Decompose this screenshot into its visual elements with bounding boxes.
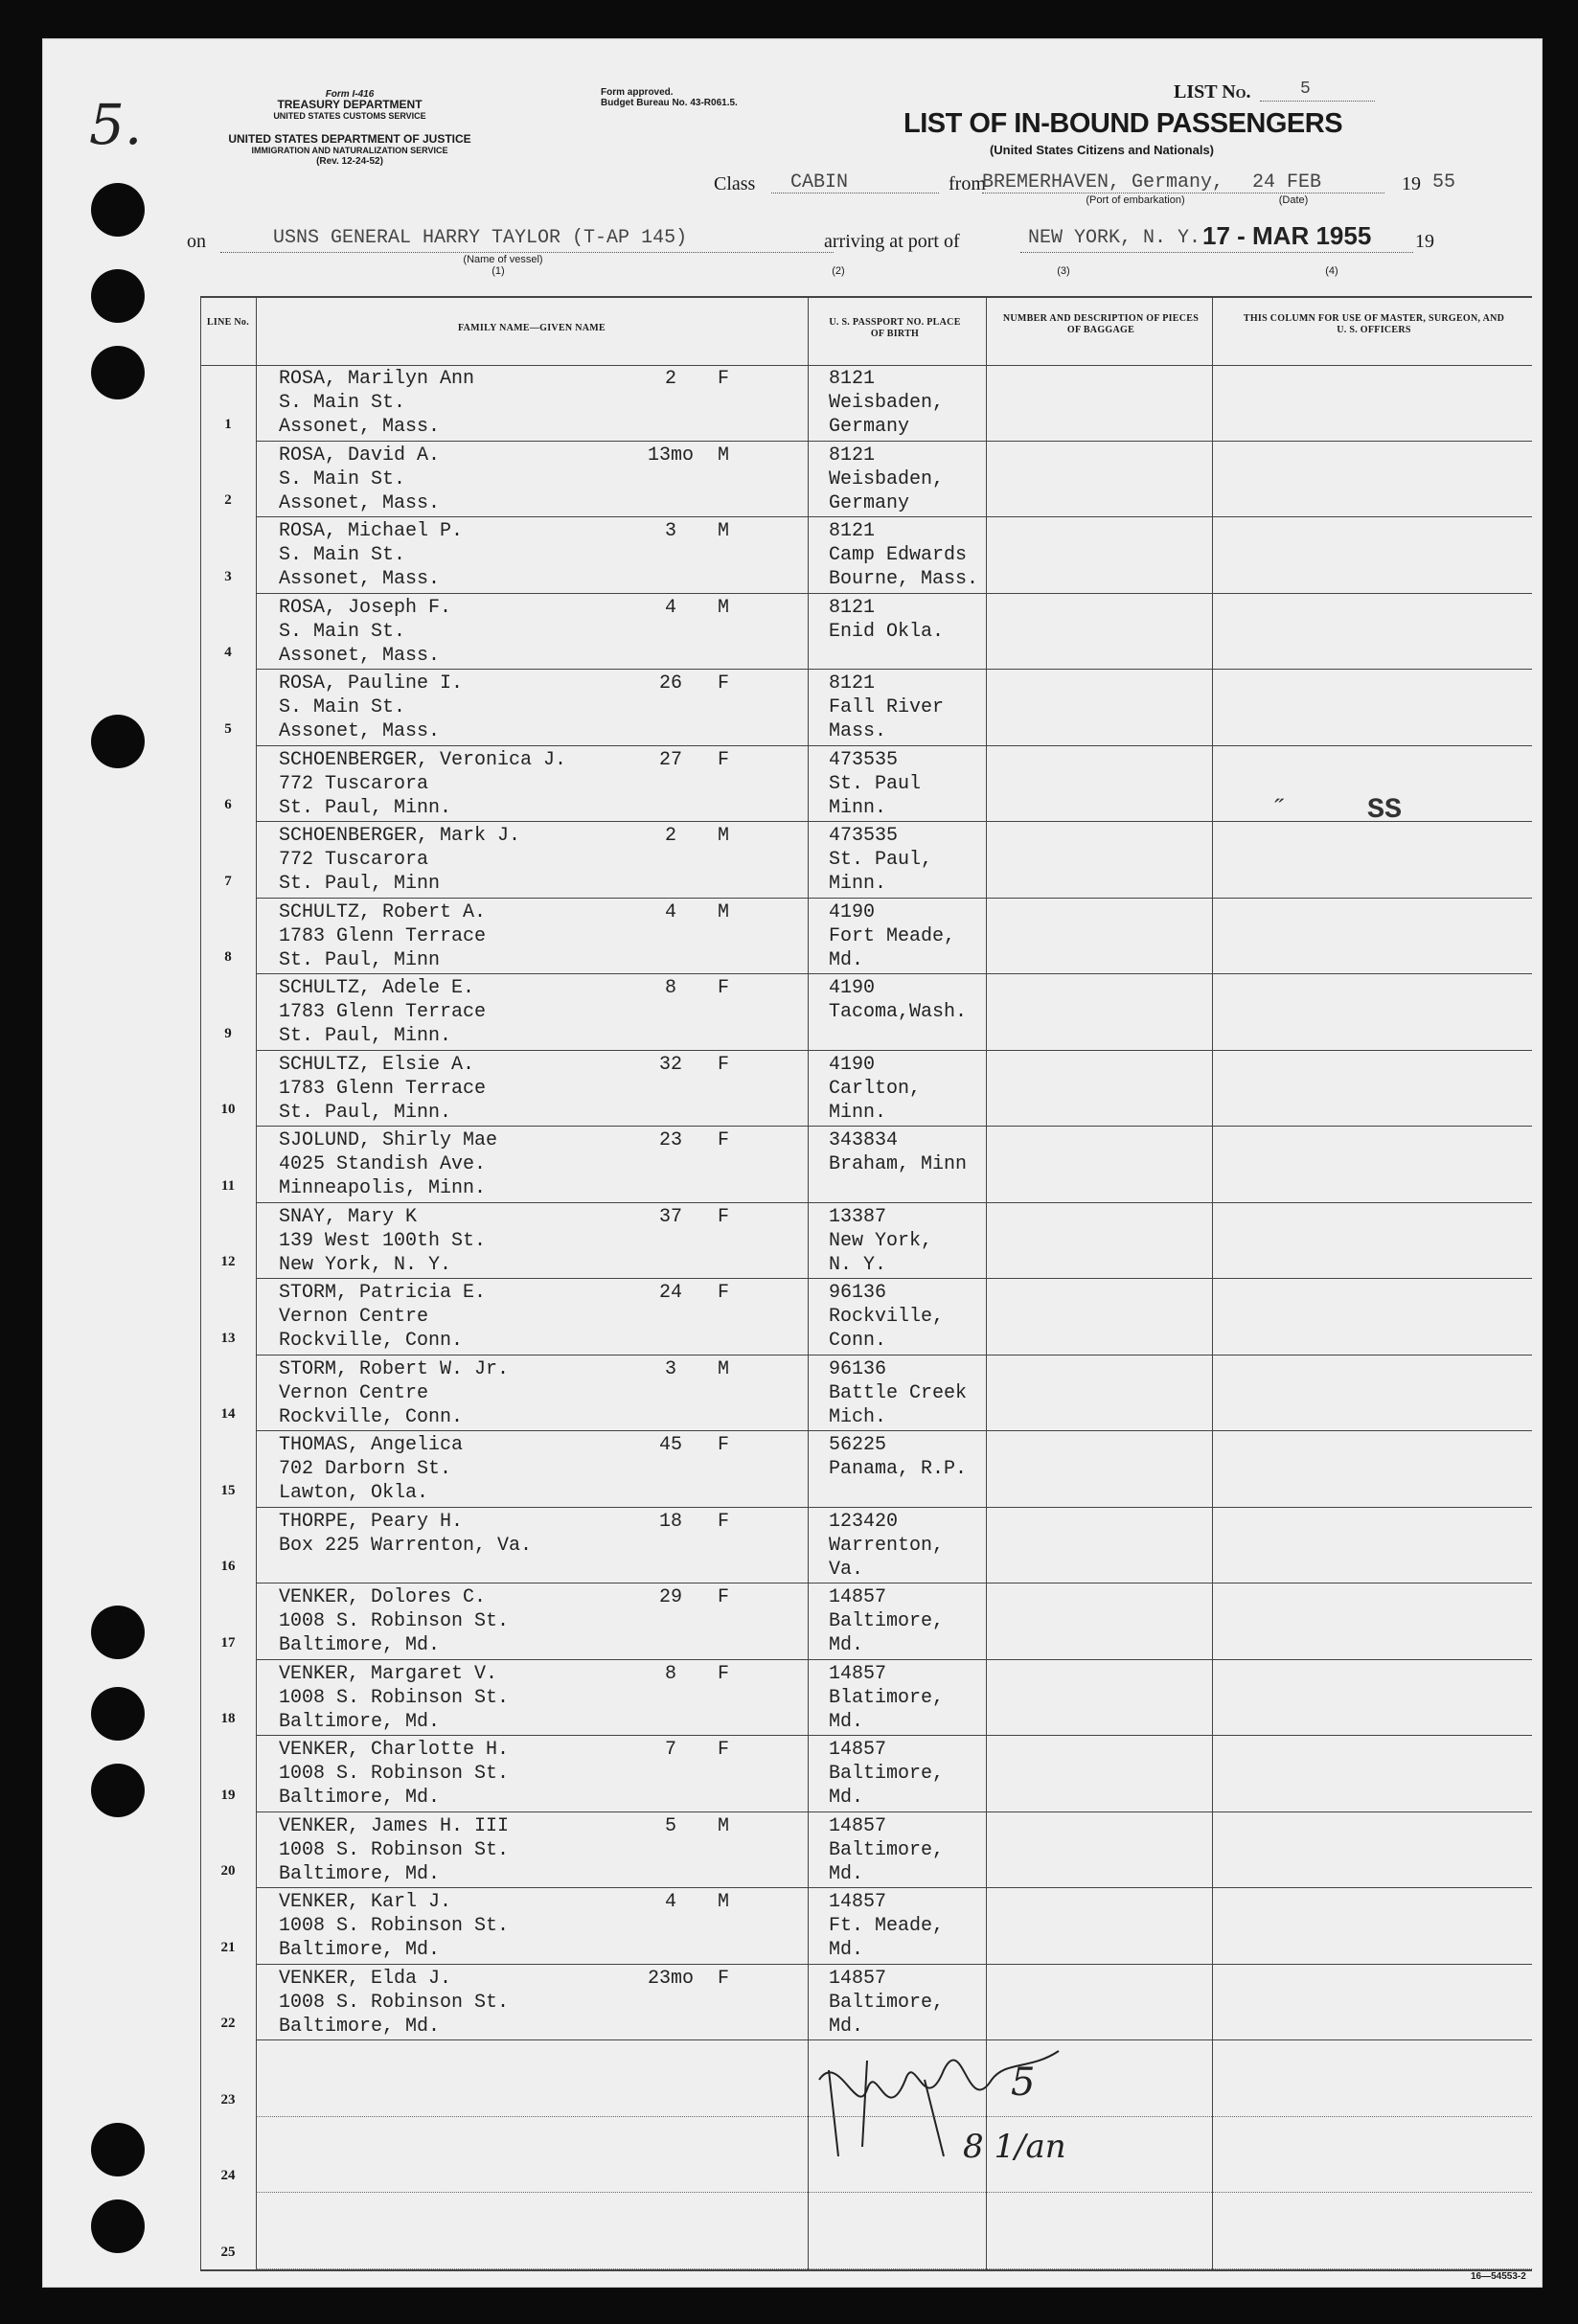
birth-place-line1: Blatimore, bbox=[829, 1686, 945, 1709]
column-header-name: FAMILY NAME—GIVEN NAME bbox=[457, 323, 606, 333]
passenger-address-street: 139 West 100th St. bbox=[279, 1229, 487, 1252]
arrival-date-stamp: 17 - MAR 1955 bbox=[1202, 221, 1372, 250]
birth-place-line2: Md. bbox=[829, 2015, 864, 2038]
birth-place-line2: Minn. bbox=[829, 796, 887, 819]
arrival-underline bbox=[1020, 252, 1413, 253]
table-row bbox=[200, 1660, 1532, 1737]
passenger-sex: F bbox=[718, 977, 730, 999]
passenger-age: 18 bbox=[658, 1510, 682, 1533]
signature-note: 8 1/an bbox=[963, 2128, 1066, 2166]
passenger-name: VENKER, Dolores C. bbox=[279, 1586, 487, 1608]
birth-place-line2: Md. bbox=[829, 1710, 864, 1733]
passenger-sex: F bbox=[718, 1129, 730, 1151]
passenger-address-city: Baltimore, Md. bbox=[279, 1787, 441, 1809]
birth-place-line1: Panama, R.P. bbox=[829, 1458, 968, 1480]
passenger-sex: F bbox=[718, 1739, 730, 1761]
class-value: CABIN bbox=[790, 171, 849, 194]
line-number: 12 bbox=[220, 1254, 236, 1269]
passenger-address-street: 702 Darborn St. bbox=[279, 1458, 452, 1480]
passenger-name: SNAY, Mary K bbox=[279, 1205, 418, 1228]
birth-place-line2: Md. bbox=[829, 1939, 864, 1961]
passenger-sex: M bbox=[718, 1814, 730, 1837]
customs-service: UNITED STATES CUSTOMS SERVICE bbox=[273, 111, 426, 121]
passenger-address-city: New York, N. Y. bbox=[279, 1253, 452, 1276]
line-number: 17 bbox=[220, 1634, 236, 1651]
passenger-address-city: Lawton, Okla. bbox=[279, 1482, 429, 1504]
line-number: 24 bbox=[220, 2168, 236, 2183]
column-header-officers: THIS COLUMN FOR USE OF MASTER, SURGEON, AND U. S. OFFICERS bbox=[1243, 313, 1505, 335]
passenger-address-street: Box 225 Warrenton, Va. bbox=[279, 1534, 533, 1557]
line-number: 6 bbox=[224, 797, 232, 812]
passenger-address-street: Vernon Centre bbox=[279, 1381, 429, 1404]
passport-number: 14857 bbox=[829, 1662, 887, 1685]
table-top-border bbox=[200, 296, 1532, 298]
date-caption: (Date) bbox=[1278, 194, 1309, 206]
passenger-address-street: S. Main St. bbox=[279, 696, 406, 718]
passenger-age: 45 bbox=[658, 1434, 682, 1456]
passenger-table bbox=[200, 296, 1532, 2269]
from-label: from bbox=[949, 173, 986, 194]
table-row bbox=[200, 822, 1532, 899]
justice-dept: UNITED STATES DEPARTMENT OF JUSTICE bbox=[228, 132, 471, 146]
passenger-address-city: Baltimore, Md. bbox=[279, 2015, 441, 2038]
line-number: 3 bbox=[224, 568, 232, 584]
row-divider bbox=[256, 2268, 1532, 2269]
birth-place-line1: Enid Okla. bbox=[829, 620, 945, 643]
birth-place-line1: Ft. Meade, bbox=[829, 1915, 945, 1937]
signature-mark bbox=[800, 2013, 1087, 2204]
passport-number: 14857 bbox=[829, 1739, 887, 1761]
passenger-age: 13mo bbox=[647, 444, 694, 467]
line-number: 9 bbox=[224, 1025, 232, 1041]
passenger-address-street: S. Main St. bbox=[279, 620, 406, 643]
passenger-name: ROSA, Joseph F. bbox=[279, 596, 452, 619]
passenger-sex: F bbox=[718, 1967, 730, 1990]
line-number: 23 bbox=[220, 2091, 236, 2108]
birth-place-line1: Fort Meade, bbox=[829, 924, 956, 947]
table-row bbox=[200, 1812, 1532, 1889]
passenger-address-street: 772 Tuscarora bbox=[279, 849, 429, 871]
table-row bbox=[200, 517, 1532, 594]
table-row bbox=[200, 1279, 1532, 1356]
passenger-address-street: 772 Tuscarora bbox=[279, 772, 429, 795]
birth-place-line2: Bourne, Mass. bbox=[829, 568, 979, 590]
vessel-caption: (Name of vessel) bbox=[463, 254, 543, 265]
birth-place-line1: Baltimore, bbox=[829, 1991, 945, 2014]
embarkation-date: 24 FEB bbox=[1252, 171, 1322, 194]
on-label: on bbox=[187, 231, 206, 252]
passenger-sex: F bbox=[718, 1510, 730, 1533]
passenger-sex: F bbox=[718, 1205, 730, 1228]
passenger-name: ROSA, Pauline I. bbox=[279, 672, 464, 695]
birth-place-line1: Fall River bbox=[829, 696, 945, 718]
birth-place-line1: St. Paul, bbox=[829, 849, 933, 871]
passenger-sex: F bbox=[718, 1434, 730, 1456]
punch-hole bbox=[91, 183, 145, 237]
passenger-age: 24 bbox=[658, 1282, 682, 1304]
form-number: Form I-416 bbox=[325, 89, 375, 100]
passenger-sex: M bbox=[718, 900, 730, 923]
passport-number: 8121 bbox=[829, 444, 876, 467]
manifest-page bbox=[42, 38, 1543, 2288]
passenger-name: SCHOENBERGER, Mark J. bbox=[279, 825, 521, 847]
caption-1: (1) bbox=[492, 265, 505, 277]
table-row bbox=[200, 746, 1532, 823]
table-row bbox=[200, 1127, 1532, 1203]
passenger-age: 27 bbox=[658, 748, 682, 771]
embarkation-port: BREMERHAVEN, Germany, bbox=[982, 171, 1224, 194]
passenger-sex: F bbox=[718, 368, 730, 390]
passenger-sex: M bbox=[718, 825, 730, 847]
table-row bbox=[200, 899, 1532, 975]
passenger-name: VENKER, Margaret V. bbox=[279, 1662, 498, 1685]
from-underline bbox=[982, 193, 1384, 194]
passenger-name: SCHULTZ, Adele E. bbox=[279, 977, 475, 999]
passenger-age: 23mo bbox=[647, 1967, 694, 1990]
passenger-name: SCHULTZ, Elsie A. bbox=[279, 1053, 475, 1076]
passport-number: 14857 bbox=[829, 1586, 887, 1608]
passenger-address-city: St. Paul, Minn bbox=[279, 948, 441, 971]
passenger-address-street: 4025 Standish Ave. bbox=[279, 1153, 487, 1175]
passenger-name: STORM, Patricia E. bbox=[279, 1282, 487, 1304]
table-bottom-border bbox=[200, 2269, 1532, 2271]
passenger-sex: M bbox=[718, 1357, 730, 1380]
treasury-dept: TREASURY DEPARTMENT bbox=[277, 98, 423, 111]
passport-number: 4190 bbox=[829, 1053, 876, 1076]
passenger-sex: F bbox=[718, 1282, 730, 1304]
passport-number: 4190 bbox=[829, 900, 876, 923]
birth-place-line1: Rockville, bbox=[829, 1306, 945, 1328]
page-subtitle: (United States Citizens and Nationals) bbox=[989, 143, 1215, 157]
passenger-address-city: Assonet, Mass. bbox=[279, 720, 441, 742]
passenger-address-city: Baltimore, Md. bbox=[279, 1634, 441, 1656]
line-number: 16 bbox=[220, 1559, 236, 1574]
passenger-sex: M bbox=[718, 520, 730, 542]
line-number: 22 bbox=[220, 2016, 236, 2031]
birth-place-line2: Va. bbox=[829, 1558, 864, 1581]
passenger-address-street: 1008 S. Robinson St. bbox=[279, 1838, 510, 1861]
punch-hole bbox=[91, 715, 145, 768]
passenger-address-street: 1008 S. Robinson St. bbox=[279, 1991, 510, 2014]
passenger-age: 26 bbox=[658, 672, 682, 695]
passport-number: 96136 bbox=[829, 1282, 887, 1304]
birth-place-line2: Germany bbox=[829, 416, 910, 438]
passport-number: 343834 bbox=[829, 1129, 899, 1151]
year-prefix: 19 bbox=[1402, 173, 1421, 194]
manifest-sheet bbox=[43, 39, 1542, 2287]
passenger-name: ROSA, Marilyn Ann bbox=[279, 368, 475, 390]
passenger-address-city: St. Paul, Minn bbox=[279, 873, 441, 895]
birth-place-line1: Carlton, bbox=[829, 1077, 922, 1100]
passport-number: 473535 bbox=[829, 825, 899, 847]
line-number: 21 bbox=[220, 1939, 236, 1955]
table-row bbox=[200, 670, 1532, 746]
passenger-age: 5 bbox=[664, 1814, 676, 1837]
punch-hole bbox=[91, 2123, 145, 2176]
line-number: 18 bbox=[220, 1711, 236, 1726]
passenger-sex: F bbox=[718, 672, 730, 695]
passenger-name: VENKER, Elda J. bbox=[279, 1967, 452, 1990]
punch-hole bbox=[91, 269, 145, 323]
birth-place-line1: New York, bbox=[829, 1229, 933, 1252]
line-number: 2 bbox=[224, 492, 232, 508]
passenger-name: THORPE, Peary H. bbox=[279, 1510, 464, 1533]
passenger-address-street: 1008 S. Robinson St. bbox=[279, 1763, 510, 1785]
passport-number: 14857 bbox=[829, 1891, 887, 1913]
passenger-address-city: Assonet, Mass. bbox=[279, 491, 441, 514]
passport-number: 14857 bbox=[829, 1967, 887, 1990]
table-body bbox=[200, 365, 1532, 2269]
list-number: 5 bbox=[1300, 80, 1311, 99]
passenger-name: SJOLUND, Shirly Mae bbox=[279, 1129, 498, 1151]
column-header-baggage: NUMBER AND DESCRIPTION OF PIECES OF BAGGAGE bbox=[1002, 313, 1200, 335]
line-number: 20 bbox=[220, 1863, 236, 1879]
passenger-address-street: 1008 S. Robinson St. bbox=[279, 1610, 510, 1632]
passenger-age: 8 bbox=[664, 1662, 676, 1685]
passenger-address-city: Assonet, Mass. bbox=[279, 644, 441, 667]
line-number: 15 bbox=[220, 1482, 236, 1498]
embarkation-caption: (Port of embarkation) bbox=[1086, 194, 1185, 206]
passenger-age: 37 bbox=[658, 1205, 682, 1228]
passenger-name: ROSA, David A. bbox=[279, 444, 441, 467]
birth-place-line2: Mass. bbox=[829, 720, 887, 742]
passenger-address-city: Rockville, Conn. bbox=[279, 1330, 464, 1352]
passport-number: 8121 bbox=[829, 520, 876, 542]
passport-number: 14857 bbox=[829, 1814, 887, 1837]
passenger-address-city: Rockville, Conn. bbox=[279, 1405, 464, 1428]
page-title: LIST OF IN-BOUND PASSENGERS bbox=[903, 108, 1343, 139]
passenger-address-street: S. Main St. bbox=[279, 392, 406, 414]
column-header-line: LINE No. bbox=[206, 317, 250, 328]
passport-number: 473535 bbox=[829, 748, 899, 771]
passenger-sex: F bbox=[718, 1662, 730, 1685]
table-row bbox=[200, 1203, 1532, 1280]
passport-number: 96136 bbox=[829, 1357, 887, 1380]
passenger-address-street: 1783 Glenn Terrace bbox=[279, 1077, 487, 1100]
line-number: 13 bbox=[220, 1330, 236, 1346]
line-number: 7 bbox=[224, 873, 232, 889]
passenger-name: THOMAS, Angelica bbox=[279, 1434, 464, 1456]
birth-place-line2: Md. bbox=[829, 1634, 864, 1656]
punch-hole bbox=[91, 346, 145, 399]
line-number: 10 bbox=[220, 1102, 236, 1117]
birth-place-line2: Md. bbox=[829, 948, 864, 971]
passenger-name: VENKER, Karl J. bbox=[279, 1891, 452, 1913]
passenger-address-street: S. Main St. bbox=[279, 544, 406, 566]
birth-place-line2: Conn. bbox=[829, 1330, 887, 1352]
birth-place-line1: Baltimore, bbox=[829, 1763, 945, 1785]
class-underline bbox=[771, 193, 939, 194]
passenger-age: 23 bbox=[658, 1129, 682, 1151]
caption-2: (2) bbox=[832, 265, 845, 277]
passport-number: 13387 bbox=[829, 1205, 887, 1228]
class-label: Class bbox=[714, 173, 756, 194]
vessel-underline bbox=[220, 252, 834, 253]
passenger-sex: M bbox=[718, 596, 730, 619]
table-row bbox=[200, 1736, 1532, 1812]
passenger-sex: F bbox=[718, 748, 730, 771]
table-row bbox=[200, 1508, 1532, 1584]
passport-number: 8121 bbox=[829, 596, 876, 619]
arrival-port: NEW YORK, N. Y. bbox=[1028, 227, 1201, 249]
officer-mark: SS bbox=[1367, 794, 1403, 827]
form-revision: (Rev. 12-24-52) bbox=[316, 156, 383, 167]
table-row bbox=[200, 365, 1532, 442]
birth-place-line2: Mich. bbox=[829, 1405, 887, 1428]
punch-hole bbox=[91, 2199, 145, 2253]
vessel-name: USNS GENERAL HARRY TAYLOR (T-AP 145) bbox=[273, 227, 688, 249]
punch-hole bbox=[91, 1606, 145, 1659]
table-row bbox=[200, 1051, 1532, 1128]
birth-place-line1: Battle Creek bbox=[829, 1381, 968, 1404]
passenger-age: 4 bbox=[664, 900, 676, 923]
birth-place-line1: Warrenton, bbox=[829, 1534, 945, 1557]
line-number: 11 bbox=[220, 1177, 236, 1194]
table-row bbox=[200, 1888, 1532, 1965]
birth-place-line1: Baltimore, bbox=[829, 1838, 945, 1861]
punch-hole bbox=[91, 1687, 145, 1741]
signature-number: 5 bbox=[1011, 2061, 1036, 2105]
passenger-age: 32 bbox=[658, 1053, 682, 1076]
year-value: 55 bbox=[1432, 171, 1456, 194]
officer-check: ˝ bbox=[1274, 794, 1283, 823]
passport-number: 8121 bbox=[829, 672, 876, 695]
list-label: LIST No. bbox=[1174, 81, 1251, 103]
birth-place-line2: Minn. bbox=[829, 873, 887, 895]
budget-bureau: Budget Bureau No. 43-R061.5. bbox=[601, 98, 738, 108]
passenger-address-city: Assonet, Mass. bbox=[279, 568, 441, 590]
passenger-address-street: S. Main St. bbox=[279, 467, 406, 490]
passenger-name: VENKER, Charlotte H. bbox=[279, 1739, 510, 1761]
list-number-underline bbox=[1260, 101, 1375, 102]
passenger-age: 4 bbox=[664, 1891, 676, 1913]
passenger-address-street: 1008 S. Robinson St. bbox=[279, 1686, 510, 1709]
passenger-age: 29 bbox=[658, 1586, 682, 1608]
caption-4: (4) bbox=[1325, 265, 1338, 277]
birth-place-line1: Tacoma,Wash. bbox=[829, 1001, 968, 1023]
passenger-name: SCHULTZ, Robert A. bbox=[279, 900, 487, 923]
passenger-address-city: Minneapolis, Minn. bbox=[279, 1177, 487, 1199]
passenger-name: SCHOENBERGER, Veronica J. bbox=[279, 748, 567, 771]
birth-place-line2: Minn. bbox=[829, 1101, 887, 1124]
birth-place-line1: Camp Edwards bbox=[829, 544, 968, 566]
passenger-age: 3 bbox=[664, 520, 676, 542]
punch-hole bbox=[91, 1764, 145, 1817]
caption-3: (3) bbox=[1057, 265, 1070, 277]
passenger-address-city: St. Paul, Minn. bbox=[279, 1101, 452, 1124]
passenger-address-street: 1783 Glenn Terrace bbox=[279, 924, 487, 947]
birth-place-line2: N. Y. bbox=[829, 1253, 887, 1276]
birth-place-line1: St. Paul bbox=[829, 772, 922, 795]
birth-place-line2: Md. bbox=[829, 1862, 864, 1885]
year-suffix: 19 bbox=[1415, 231, 1434, 252]
table-row bbox=[200, 974, 1532, 1051]
passenger-name: ROSA, Michael P. bbox=[279, 520, 464, 542]
birth-place-line1: Weisbaden, bbox=[829, 392, 945, 414]
passenger-address-street: 1008 S. Robinson St. bbox=[279, 1915, 510, 1937]
passenger-address-street: Vernon Centre bbox=[279, 1306, 429, 1328]
table-row bbox=[200, 1584, 1532, 1660]
table-row bbox=[200, 1431, 1532, 1508]
footer-code: 16—54553-2 bbox=[1471, 2271, 1526, 2282]
line-number: 25 bbox=[220, 2244, 236, 2260]
birth-place-line1: Baltimore, bbox=[829, 1610, 945, 1632]
passenger-age: 2 bbox=[664, 825, 676, 847]
passenger-address-city: St. Paul, Minn. bbox=[279, 1025, 452, 1047]
passenger-name: VENKER, James H. III bbox=[279, 1814, 510, 1837]
ins-service: IMMIGRATION AND NATURALIZATION SERVICE bbox=[251, 146, 448, 155]
arriving-label: arriving at port of bbox=[824, 231, 960, 252]
passport-number: 8121 bbox=[829, 368, 876, 390]
table-row bbox=[200, 1356, 1532, 1432]
passport-number: 123420 bbox=[829, 1510, 899, 1533]
passenger-age: 7 bbox=[664, 1739, 676, 1761]
line-number: 4 bbox=[224, 645, 232, 660]
passenger-address-street: 1783 Glenn Terrace bbox=[279, 1001, 487, 1023]
passenger-age: 8 bbox=[664, 977, 676, 999]
handwritten-corner-number: 5. bbox=[89, 92, 143, 157]
passenger-age: 3 bbox=[664, 1357, 676, 1380]
line-number: 19 bbox=[220, 1787, 236, 1803]
passenger-sex: F bbox=[718, 1586, 730, 1608]
passport-number: 56225 bbox=[829, 1434, 887, 1456]
passenger-address-city: Assonet, Mass. bbox=[279, 416, 441, 438]
line-number: 1 bbox=[224, 416, 232, 432]
line-number: 5 bbox=[224, 720, 232, 737]
passenger-name: STORM, Robert W. Jr. bbox=[279, 1357, 510, 1380]
passenger-address-city: St. Paul, Minn. bbox=[279, 796, 452, 819]
passenger-address-city: Baltimore, Md. bbox=[279, 1862, 441, 1885]
passenger-age: 2 bbox=[664, 368, 676, 390]
passport-number: 4190 bbox=[829, 977, 876, 999]
passenger-address-city: Baltimore, Md. bbox=[279, 1710, 441, 1733]
line-number: 8 bbox=[224, 949, 232, 965]
table-row bbox=[200, 594, 1532, 671]
passenger-sex: M bbox=[718, 444, 730, 467]
passenger-address-city: Baltimore, Md. bbox=[279, 1939, 441, 1961]
table-row bbox=[200, 442, 1532, 518]
passenger-age: 4 bbox=[664, 596, 676, 619]
birth-place-line2: Md. bbox=[829, 1787, 864, 1809]
birth-place-line2: Germany bbox=[829, 491, 910, 514]
column-header-passport: U. S. PASSPORT NO. PLACE OF BIRTH bbox=[829, 317, 961, 339]
form-approved: Form approved. bbox=[601, 87, 674, 98]
passenger-sex: F bbox=[718, 1053, 730, 1076]
birth-place-line1: Braham, Minn bbox=[829, 1153, 968, 1175]
birth-place-line1: Weisbaden, bbox=[829, 467, 945, 490]
line-number: 14 bbox=[220, 1406, 236, 1422]
passenger-sex: M bbox=[718, 1891, 730, 1913]
